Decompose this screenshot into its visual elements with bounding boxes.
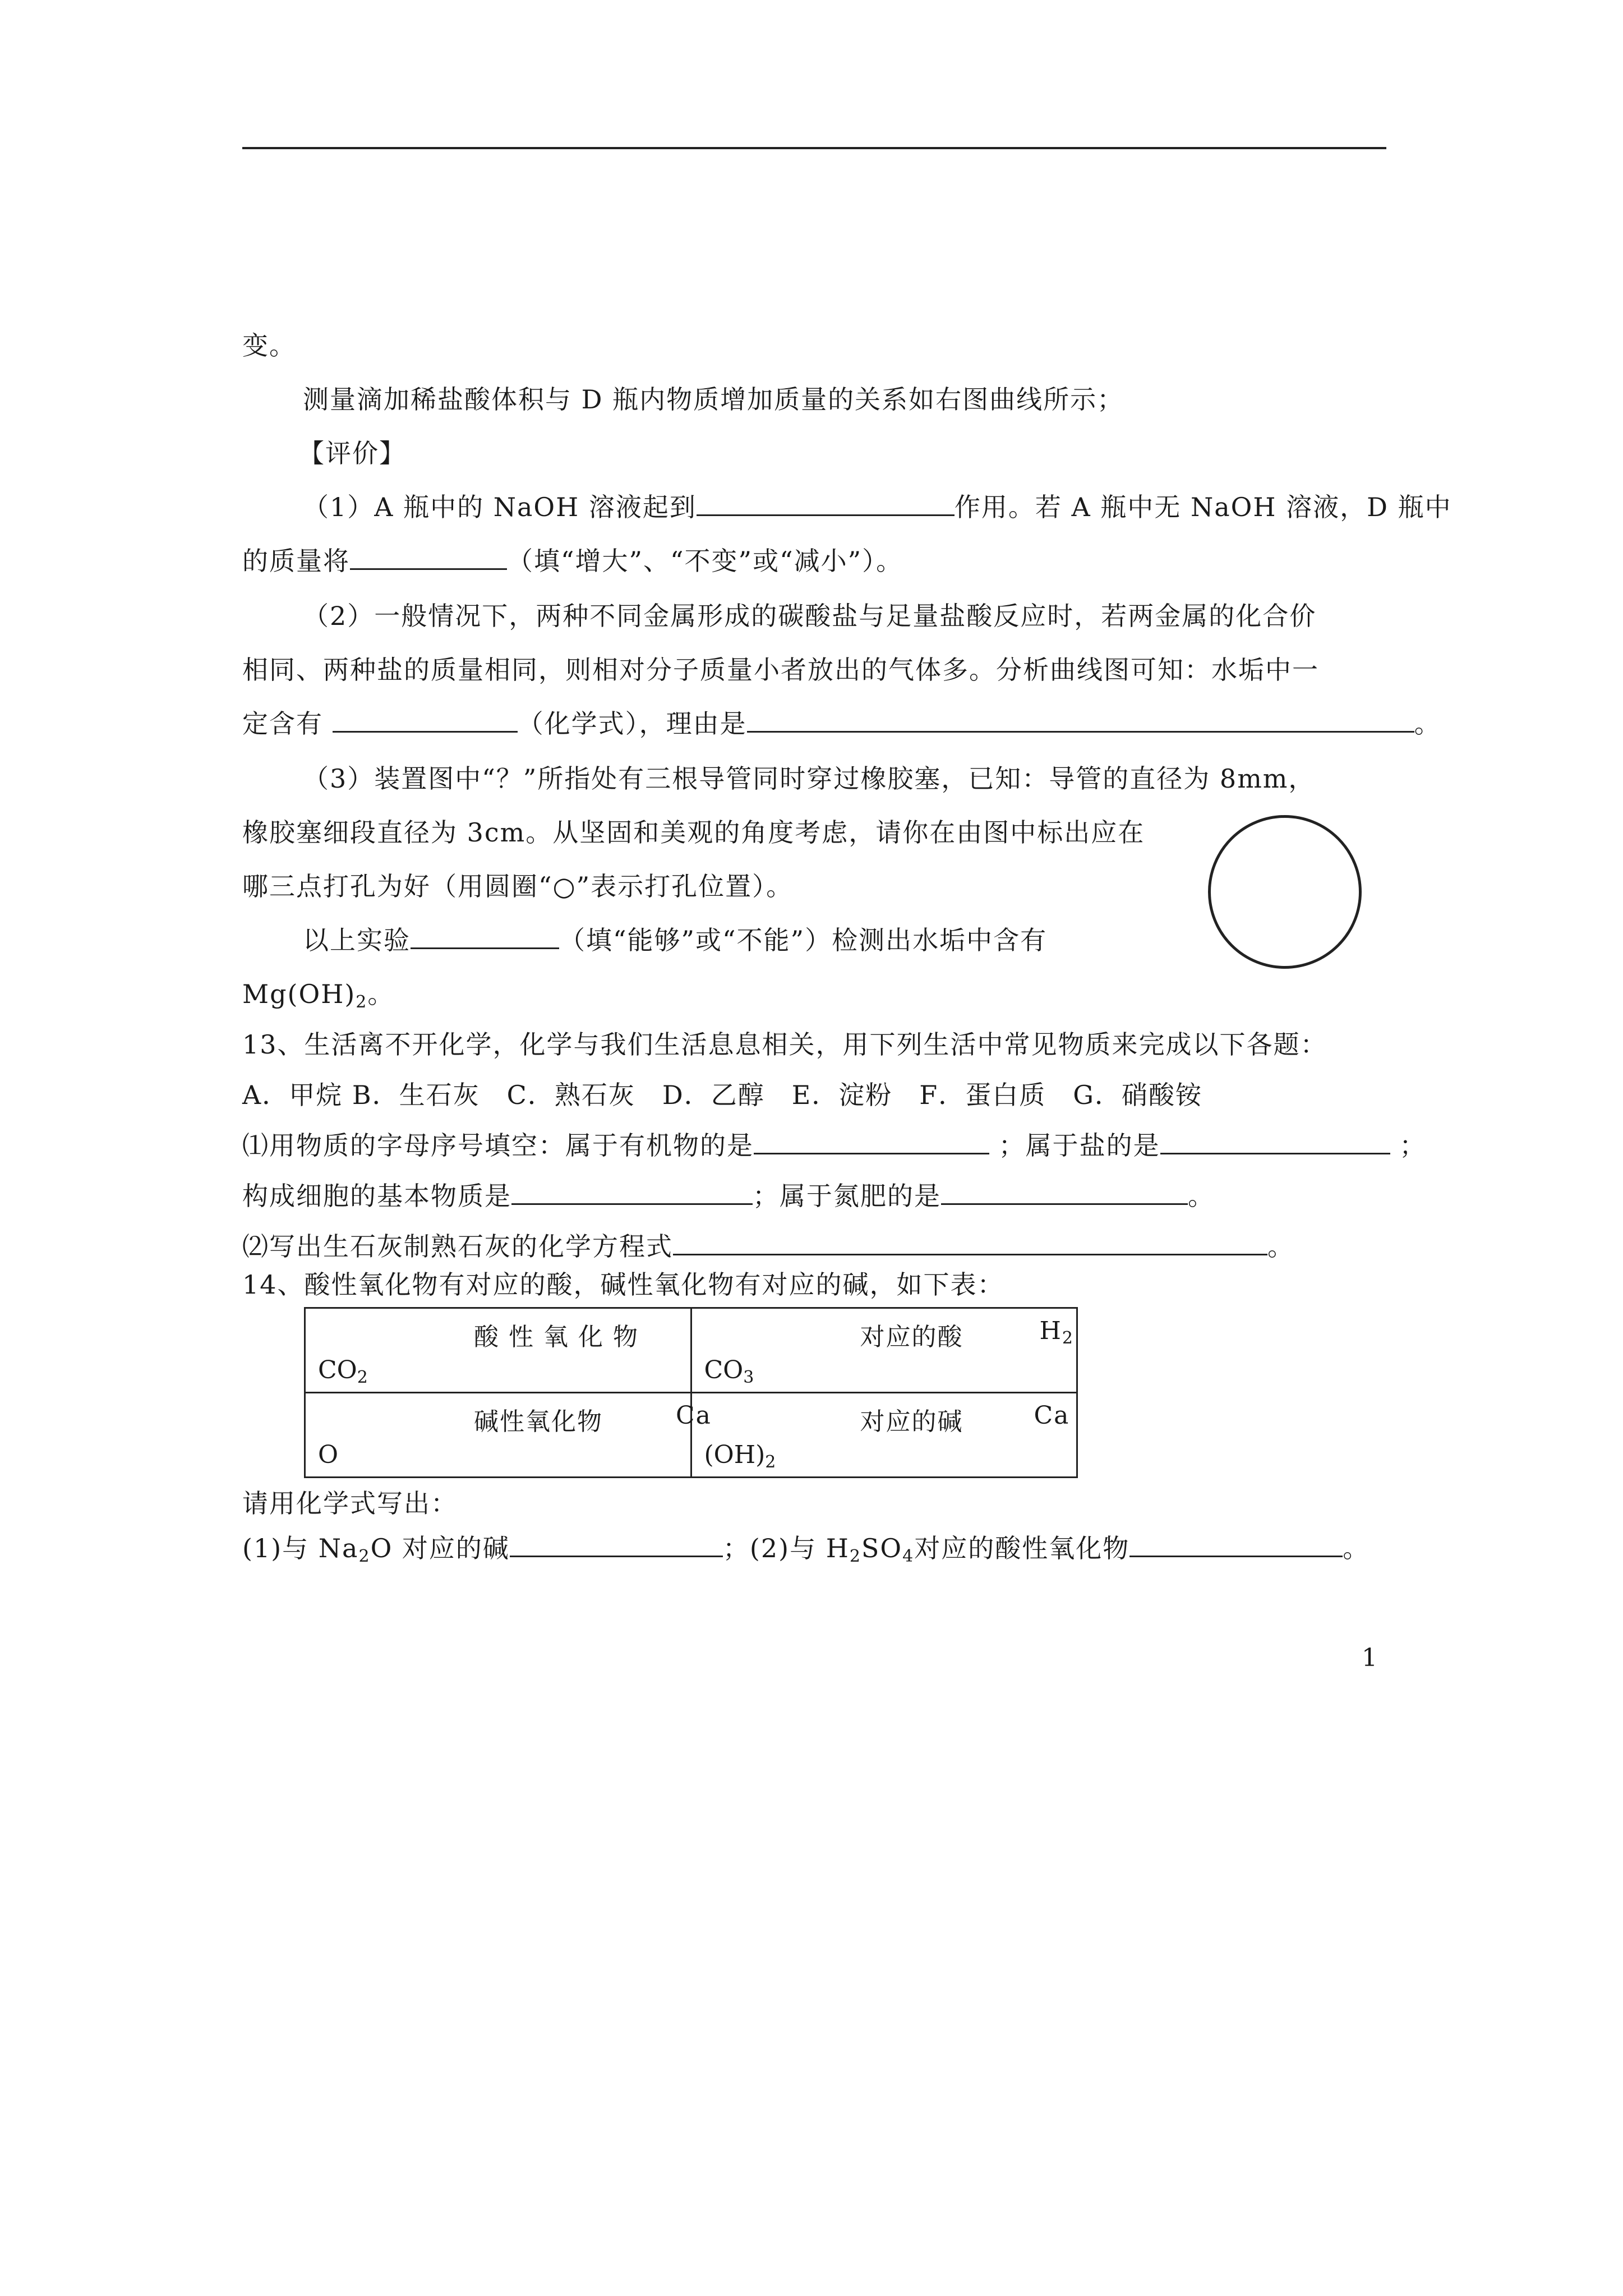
q1-blank-role[interactable] [697, 492, 955, 516]
q3-text-b: （填“能够”或“不能”）检测出水垢中含有 [559, 925, 1048, 955]
oh-formula: (OH) [704, 1441, 766, 1469]
q14-instruction: 请用化学式写出： [242, 1488, 458, 1519]
h2so4-h-subscript: 2 [849, 1547, 861, 1566]
co3-subscript: 3 [743, 1368, 754, 1387]
acidic-oxide-value [318, 1356, 368, 1387]
q3-text-a: 以上实验 [303, 925, 411, 955]
na2o-subscript: 2 [358, 1547, 371, 1566]
page-number: 1 [1362, 1644, 1377, 1672]
q13-sub1-b: ；属于盐的是 [998, 1130, 1160, 1161]
measure-text: 测量滴加稀盐酸体积与 D 瓶内物质增加质量的关系如右图曲线所示； [303, 384, 1124, 415]
q14-ans-c: ；(2)与 H [722, 1533, 850, 1563]
q3-line2: 橡胶塞细段直径为 3cm。从坚固和美观的角度考虑，请你在由图中标出应在 [242, 817, 1145, 848]
q2-blank-formula[interactable] [333, 708, 518, 733]
acid-value-h2 [1039, 1317, 1074, 1348]
acid-label: 对应的酸 [860, 1323, 963, 1351]
q2-text-b: （化学式），理由是 [517, 708, 747, 739]
acidic-oxide-label: 酸 性 氧 化 物 [474, 1323, 639, 1351]
q13-sub2-b: 。 [1267, 1231, 1294, 1262]
h-formula: H [1039, 1317, 1062, 1345]
h2so4-so4-subscript: 4 [902, 1547, 915, 1566]
co3-formula: CO [704, 1356, 744, 1384]
q13-blank-equation[interactable] [673, 1231, 1267, 1255]
mgoh2-subscript: 2 [356, 992, 368, 1012]
basic-oxide-o: O [318, 1441, 339, 1469]
mgoh2-formula: Mg(OH) [242, 979, 356, 1009]
q1-line1 [303, 489, 1452, 525]
q3-line1: （3）装置图中“？”所指处有三根导管同时穿过橡胶塞，已知：导管的直径为 8mm， [303, 763, 1316, 794]
evaluation-heading: 【评价】 [298, 438, 406, 468]
q13-sub1-c: ； [1399, 1130, 1427, 1161]
table-cell-basic-oxide [305, 1393, 712, 1478]
rubber-stopper-circle[interactable] [1208, 815, 1362, 969]
q1-text-c: 的质量将 [242, 546, 350, 576]
q14-stem: 14、酸性氧化物有对应的酸，碱性氧化物有对应的碱，如下表： [242, 1269, 1004, 1300]
header-rule [242, 147, 1386, 149]
q13-sub2 [242, 1228, 1294, 1264]
base-ca: Ca [1034, 1401, 1070, 1430]
table-cell-base [691, 1393, 1077, 1478]
q13-sub1-line2 [242, 1178, 1215, 1214]
q13-blank-cell[interactable] [511, 1181, 753, 1205]
q3-line5 [242, 976, 394, 1012]
continuation-text: 变。 [242, 330, 296, 361]
q13-blank-nitrogen[interactable] [941, 1181, 1188, 1205]
q13-stem: 13、生活离不开化学，化学与我们生活息息相关，用下列生活中常见物质来完成以下各题： [242, 1029, 1327, 1060]
q13-sub1-f: 。 [1188, 1181, 1215, 1211]
q3-line4 [303, 922, 1047, 958]
q1-blank-mass[interactable] [350, 546, 507, 570]
oh2-subscript: 2 [765, 1452, 776, 1472]
q2-text-c: 。 [1414, 708, 1441, 739]
table-row [305, 1308, 1077, 1393]
q13-blank-salt[interactable] [1160, 1130, 1390, 1154]
q14-ans-e: 对应的酸性氧化物 [914, 1533, 1130, 1563]
q2-blank-reason[interactable] [747, 708, 1414, 733]
q2-line2: 相同、两种盐的质量相同，则相对分子质量小者放出的气体多。分析曲线图可知：水垢中一 [242, 655, 1319, 685]
base-label: 对应的碱 [860, 1407, 963, 1436]
q14-ans-d: SO [861, 1533, 903, 1563]
q14-ans-f: 。 [1343, 1533, 1370, 1563]
q13-sub1-d: 构成细胞的基本物质是 [242, 1181, 511, 1211]
q14-answers [242, 1530, 1370, 1566]
q2-text-a: 定含有 [242, 708, 323, 739]
q13-blank-organic[interactable] [754, 1130, 989, 1154]
q13-sub2-a: ⑵写出生石灰制熟石灰的化学方程式 [242, 1231, 673, 1262]
h2-subscript: 2 [1062, 1328, 1074, 1348]
co2-subscript: 2 [357, 1368, 368, 1387]
table-cell-acidic-oxide [305, 1308, 691, 1393]
table-cell-acid [691, 1308, 1077, 1393]
q13-sub1-e: ；属于氮肥的是 [753, 1181, 941, 1211]
co2-formula: CO [318, 1356, 357, 1384]
q2-line3 [242, 706, 1441, 742]
q1-text-b: 作用。若 A 瓶中无 NaOH 溶液，D 瓶中 [954, 492, 1452, 522]
q2-line1: （2）一般情况下，两种不同金属形成的碳酸盐与足量盐酸反应时，若两金属的化合价 [303, 601, 1317, 631]
q13-sub1-a: ⑴用物质的字母序号填空：属于有机物的是 [242, 1130, 754, 1161]
base-oh2 [704, 1441, 776, 1472]
oxide-table [304, 1307, 1078, 1478]
q14-blank-oxide[interactable] [1129, 1533, 1343, 1557]
acid-value-co3 [704, 1356, 754, 1387]
q1-text-d: （填“增大”、“不变”或“减小”）。 [507, 546, 903, 576]
q13-sub1-line1 [242, 1128, 1426, 1163]
q3-blank-detect[interactable] [411, 925, 559, 949]
q14-ans-a: (1)与 Na [242, 1533, 359, 1563]
q1-text-a: （1）A 瓶中的 NaOH 溶液起到 [303, 492, 697, 522]
q3-text-end: 。 [367, 979, 395, 1009]
q1-line2 [242, 543, 903, 579]
q14-ans-b: O 对应的碱 [370, 1533, 510, 1563]
q3-line3: 哪三点打孔为好（用圆圈“○”表示打孔位置）。 [242, 871, 794, 901]
q13-options: A．甲烷 B．生石灰 C．熟石灰 D．乙醇 E．淀粉 F．蛋白质 G．硝酸铵 [242, 1080, 1202, 1110]
q14-blank-base[interactable] [510, 1533, 723, 1557]
basic-oxide-label: 碱性氧化物 [474, 1407, 603, 1436]
table-row [305, 1393, 1077, 1478]
basic-oxide-ca: Ca [676, 1401, 712, 1430]
